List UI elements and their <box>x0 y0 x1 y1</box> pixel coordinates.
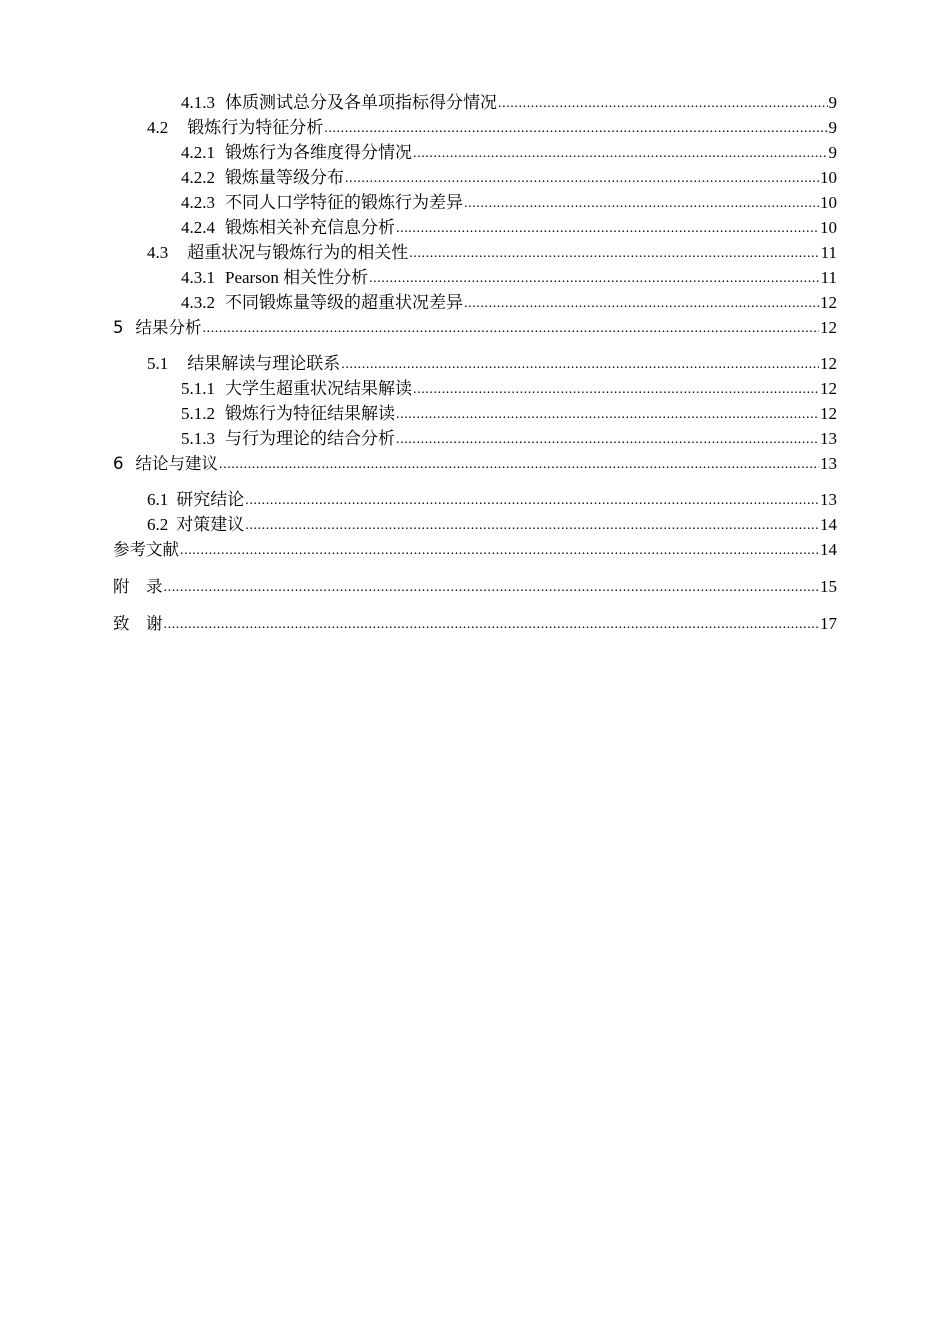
dot-leader <box>369 268 820 290</box>
dot-leader <box>324 118 827 140</box>
toc-entry-page: 9 <box>828 93 837 112</box>
dot-leader <box>245 515 819 537</box>
toc-entry-page: 9 <box>828 118 837 137</box>
toc-entry-title: 不同锻炼量等级的超重状况差异 <box>225 293 463 312</box>
toc-entry-title: 锻炼行为各维度得分情况 <box>225 143 412 162</box>
toc-entry-number: 4.2.2 <box>181 168 215 187</box>
toc-entry-title: 结果分析 <box>135 318 202 337</box>
toc-entry-number: 4.1.3 <box>181 93 215 112</box>
toc-entry-title: 体质测试总分及各单项指标得分情况 <box>225 93 497 112</box>
toc-entry-page: 10 <box>820 193 837 212</box>
toc-entry-appendix[interactable] <box>113 576 837 598</box>
toc-entry-page: 15 <box>820 577 837 596</box>
toc-entry-page: 11 <box>820 243 837 262</box>
dot-leader <box>245 490 819 512</box>
toc-entry-title: 锻炼相关补充信息分析 <box>225 218 395 237</box>
toc-entry-4-2-2[interactable] <box>181 167 837 189</box>
toc-entry-5-1-3[interactable] <box>181 428 837 450</box>
toc-entry-4-1-3[interactable] <box>181 92 837 114</box>
toc-entry-title: 对策建议 <box>176 515 245 534</box>
dot-leader <box>413 143 828 165</box>
toc-entry-title: 大学生超重状况结果解读 <box>225 379 412 398</box>
toc-entry-5-1-1[interactable] <box>181 378 837 400</box>
dot-leader <box>345 168 819 190</box>
toc-entry-number: 4.2 <box>147 118 169 137</box>
dot-leader <box>396 404 819 426</box>
toc-entry-number: 4.3.2 <box>181 293 215 312</box>
toc-entry-page: 13 <box>820 490 837 509</box>
toc-entry-number: 6.1 <box>147 490 169 509</box>
dot-leader <box>409 243 819 265</box>
toc-entry-number: 4.3.1 <box>181 268 215 287</box>
toc-entry-title: 附 录 <box>113 577 163 596</box>
toc-entry-4-2-1[interactable] <box>181 142 837 164</box>
toc-entry-page: 17 <box>820 614 837 633</box>
toc-entry-page: 12 <box>820 354 837 373</box>
toc-entry-number: 6.2 <box>147 515 169 534</box>
toc-entry-page: 10 <box>820 168 837 187</box>
toc-entry-acknowledgements[interactable] <box>113 613 837 635</box>
dot-leader <box>164 614 820 636</box>
toc-entry-title: 锻炼行为特征结果解读 <box>225 404 395 423</box>
toc-entry-title: 结果解读与理论联系 <box>187 354 341 373</box>
toc-entry-number: 5.1.1 <box>181 379 215 398</box>
toc-entry-number: 6 <box>113 454 124 473</box>
toc-entry-page: 14 <box>820 515 837 534</box>
toc-entry-references[interactable] <box>113 539 837 561</box>
toc-entry-6[interactable] <box>113 453 837 475</box>
toc-entry-page: 12 <box>820 318 837 337</box>
toc-entry-page: 13 <box>820 454 837 473</box>
toc-entry-5[interactable] <box>113 317 837 339</box>
toc-entry-number: 4.2.1 <box>181 143 215 162</box>
toc-entry-4-2-4[interactable] <box>181 217 837 239</box>
toc-entry-5-1-2[interactable] <box>181 403 837 425</box>
toc-entry-number: 5.1 <box>147 354 169 373</box>
dot-leader <box>396 218 819 240</box>
toc-entry-5-1[interactable] <box>147 353 837 375</box>
toc-entry-number: 4.3 <box>147 243 169 262</box>
toc-entry-number: 5.1.2 <box>181 404 215 423</box>
toc-entry-page: 9 <box>828 143 837 162</box>
toc-entry-page: 14 <box>820 540 837 559</box>
toc-entry-number: 5.1.3 <box>181 429 215 448</box>
dot-leader <box>180 540 819 562</box>
toc-entry-title: 与行为理论的结合分析 <box>225 429 395 448</box>
toc-entry-title: 锻炼量等级分布 <box>225 168 344 187</box>
toc-entry-title: 参考文献 <box>113 540 179 559</box>
toc-entry-page: 12 <box>820 379 837 398</box>
toc-entry-title: 研究结论 <box>176 490 245 509</box>
toc-entry-page: 11 <box>820 268 837 287</box>
toc-entry-page: 12 <box>820 293 837 312</box>
toc-entry-page: 12 <box>820 404 837 423</box>
toc-entry-4-2-3[interactable] <box>181 192 837 214</box>
toc-entry-title: 不同人口学特征的锻炼行为差异 <box>225 193 463 212</box>
toc-entry-4-3-2[interactable] <box>181 292 837 314</box>
toc-entry-page: 13 <box>820 429 837 448</box>
toc-entry-number: 4.2.4 <box>181 218 215 237</box>
toc-entry-title: 结论与建议 <box>135 454 218 473</box>
dot-leader <box>396 429 819 451</box>
toc-entry-6-1[interactable] <box>147 489 837 511</box>
toc-entry-4-3[interactable] <box>147 242 837 264</box>
toc-entry-title: 超重状况与锻炼行为的相关性 <box>187 243 409 262</box>
dot-leader <box>413 379 819 401</box>
toc-entry-number: 4.2.3 <box>181 193 215 212</box>
toc-entry-4-2[interactable] <box>147 117 837 139</box>
toc-entry-4-3-1[interactable] <box>181 267 837 289</box>
toc-entry-title: 锻炼行为特征分析 <box>187 118 324 137</box>
dot-leader <box>203 318 820 340</box>
dot-leader <box>498 93 828 115</box>
dot-leader <box>219 454 819 476</box>
toc-entry-page: 10 <box>820 218 837 237</box>
dot-leader <box>464 293 819 315</box>
toc-entry-title: 致 谢 <box>113 614 163 633</box>
dot-leader <box>164 577 820 599</box>
dot-leader <box>341 354 819 376</box>
toc-entry-6-2[interactable] <box>147 514 837 536</box>
dot-leader <box>464 193 819 215</box>
toc-entry-number: 5 <box>113 318 124 337</box>
toc-entry-title: Pearson 相关性分析 <box>225 268 369 287</box>
